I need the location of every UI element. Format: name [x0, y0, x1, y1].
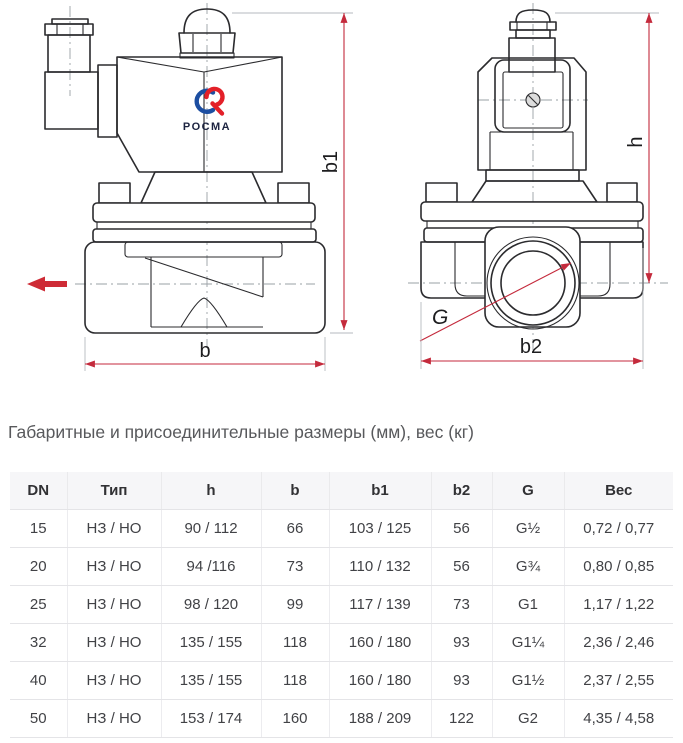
seat-triangle	[181, 298, 227, 327]
cell-g: G1½	[492, 661, 564, 699]
table-row	[10, 585, 673, 623]
cell-ves: 0,72 / 0,77	[564, 509, 673, 547]
gland-body	[45, 72, 98, 129]
column-header-ves: Вес	[564, 472, 673, 509]
table-body	[10, 509, 673, 737]
side-view	[408, 3, 668, 369]
cell-ves: 2,36 / 2,46	[564, 623, 673, 661]
column-header-b: b	[261, 472, 329, 509]
section-title: Габаритные и присоединительные размеры (мм), вес (кг)	[8, 422, 474, 442]
side-flange-top	[421, 202, 643, 221]
flange-plate-bottom	[93, 229, 316, 242]
cell-h: 98 / 120	[161, 585, 261, 623]
logo-text: РОСМА	[182, 121, 232, 133]
table-row	[10, 509, 673, 547]
cell-ves: 1,17 / 1,22	[564, 585, 673, 623]
table-row	[10, 661, 673, 699]
cell-b1: 117 / 139	[329, 585, 431, 623]
gland-neck	[48, 35, 90, 72]
coil-body	[117, 57, 282, 172]
cell-b1: 160 / 180	[329, 661, 431, 699]
cell-h: 153 / 174	[161, 699, 261, 737]
side-ear-right	[607, 183, 637, 202]
cell-b: 118	[261, 661, 329, 699]
cell-dn: 15	[10, 509, 67, 547]
cell-b: 66	[261, 509, 329, 547]
cell-h: 135 / 155	[161, 623, 261, 661]
column-header-g: G	[492, 472, 564, 509]
front-view	[27, 3, 353, 371]
column-header-dn: DN	[10, 472, 67, 509]
column-header-b1: b1	[329, 472, 431, 509]
cell-dn: 32	[10, 623, 67, 661]
cell-h: 135 / 155	[161, 661, 261, 699]
cell-b2: 93	[431, 661, 492, 699]
rosma-logo	[183, 89, 231, 133]
cell-b2: 122	[431, 699, 492, 737]
cell-ves: 0,80 / 0,85	[564, 547, 673, 585]
cell-h: 90 / 112	[161, 509, 261, 547]
valve-body	[85, 242, 325, 333]
cell-b2: 93	[431, 623, 492, 661]
cell-tip: НЗ / НО	[67, 585, 161, 623]
din-connector	[98, 65, 117, 137]
dim-label-G: G	[432, 306, 449, 329]
dimensions-table	[10, 472, 673, 738]
cell-dn: 25	[10, 585, 67, 623]
dim-label-h: h	[625, 136, 647, 148]
cell-b1: 160 / 180	[329, 623, 431, 661]
armature-tube	[509, 38, 555, 72]
cell-b2: 73	[431, 585, 492, 623]
dim-label-b2: b2	[519, 336, 543, 358]
table-row	[10, 623, 673, 661]
cell-tip: НЗ / НО	[67, 509, 161, 547]
cell-tip: НЗ / НО	[67, 623, 161, 661]
cell-dn: 20	[10, 547, 67, 585]
cell-b: 160	[261, 699, 329, 737]
port-boss	[485, 227, 580, 327]
cell-b: 118	[261, 623, 329, 661]
table-row	[10, 547, 673, 585]
column-header-b2: b2	[431, 472, 492, 509]
cell-h: 94 /116	[161, 547, 261, 585]
cell-b2: 56	[431, 509, 492, 547]
cell-g: G2	[492, 699, 564, 737]
flange-plate-top	[93, 203, 315, 222]
dim-label-b1: b1	[320, 150, 342, 174]
column-header-tip: Тип	[67, 472, 161, 509]
cell-g: G¾	[492, 547, 564, 585]
cell-b1: 110 / 132	[329, 547, 431, 585]
cell-b1: 188 / 209	[329, 699, 431, 737]
cell-tip: НЗ / НО	[67, 699, 161, 737]
column-header-h: h	[161, 472, 261, 509]
flow-direction-arrow-icon	[27, 277, 67, 292]
cell-b: 73	[261, 547, 329, 585]
body-step	[125, 242, 282, 257]
cell-ves: 4,35 / 4,58	[564, 699, 673, 737]
bonnet-neck	[141, 172, 266, 203]
yoke-plate	[486, 170, 579, 181]
gasket	[97, 222, 311, 229]
flange-ear-left	[99, 183, 130, 203]
dim-label-b: b	[199, 340, 211, 362]
cell-g: G½	[492, 509, 564, 547]
table-header	[10, 472, 673, 509]
cell-dn: 40	[10, 661, 67, 699]
cell-ves: 2,37 / 2,55	[564, 661, 673, 699]
cell-b2: 56	[431, 547, 492, 585]
cell-b: 99	[261, 585, 329, 623]
cell-tip: НЗ / НО	[67, 547, 161, 585]
yoke-neck	[472, 181, 597, 202]
cell-g: G1¼	[492, 623, 564, 661]
table-row	[10, 699, 673, 737]
side-ear-left	[426, 183, 457, 202]
cell-dn: 50	[10, 699, 67, 737]
cell-tip: НЗ / НО	[67, 661, 161, 699]
cell-g: G1	[492, 585, 564, 623]
gland-cap	[45, 24, 93, 35]
cell-b1: 103 / 125	[329, 509, 431, 547]
flange-ear-right	[278, 183, 309, 203]
